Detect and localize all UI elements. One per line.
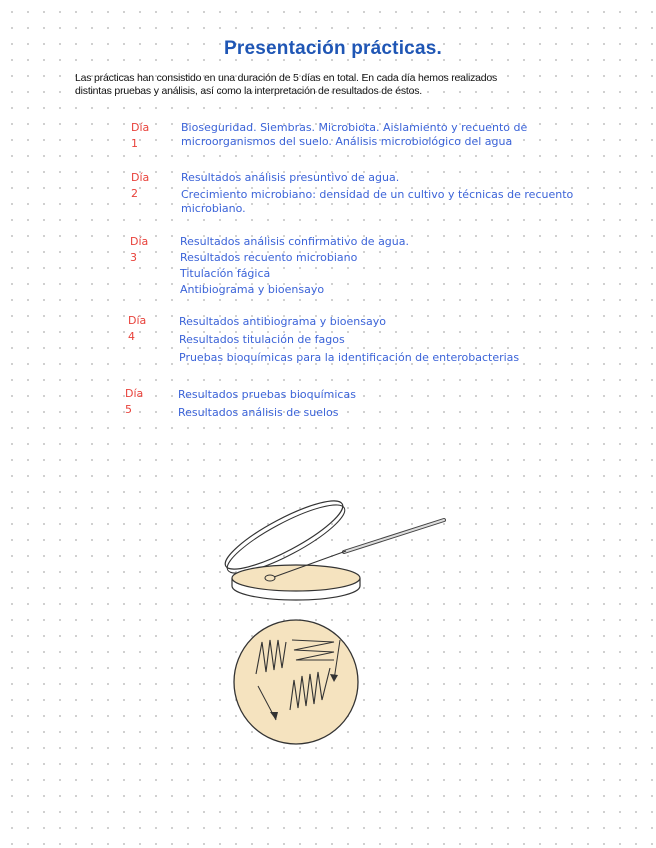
day-activities — [181, 170, 573, 217]
day-activities — [180, 234, 409, 298]
day-label: Día 1 — [131, 121, 150, 150]
activity-line: Resultados análisis presuntivo de agua. — [181, 171, 400, 184]
activity-line: Crecimiento microbiano: densidad de un cultivo y técnicas de recuento — [181, 188, 574, 201]
activity-line: Resultados pruebas bioquímicas — [178, 388, 356, 401]
intro-line: distintas pruebas y análisis, así como la interpretación de resultados de éstos. — [75, 85, 423, 97]
day-label: Día 5 — [125, 387, 144, 416]
day-activities — [181, 120, 527, 150]
activity-line: Resultados titulación de fagos — [179, 333, 345, 346]
activity-line: Resultados análisis confirmativo de agua. — [180, 235, 409, 248]
intro-line: Las prácticas han consistido en una duración de 5 días en total. En cada día hemos realizados — [75, 72, 498, 84]
activity-line: microorganismos del suelo. Análisis microbiológico del agua — [181, 135, 513, 148]
petri-dish-illustration — [222, 490, 462, 750]
page-title: Presentación prácticas. — [224, 38, 442, 59]
streak-plate-icon — [234, 620, 358, 744]
activity-line: Resultados análisis de suelos — [178, 406, 339, 419]
activity-line: Pruebas bioquímicas para la identificación de enterobacterias — [179, 351, 520, 364]
activity-line: Titulación fágica — [180, 267, 271, 280]
intro-paragraph — [75, 72, 575, 98]
day-label: Día 2 — [131, 171, 150, 200]
day-activities — [178, 386, 356, 422]
activity-line: Resultados antibiograma y bioensayo — [179, 315, 386, 328]
activity-line: Antibiograma y bioensayo — [180, 283, 325, 296]
day-label: Día 4 — [128, 314, 147, 343]
activity-line: Bioseguridad. Siembras. Microbiota. Aislamiento y recuento de — [181, 121, 528, 134]
day-activities — [179, 313, 519, 367]
activity-line: Resultados recuento microbiano — [180, 251, 358, 264]
activity-line: microbiano. — [181, 202, 246, 215]
day-label: Día 3 — [130, 235, 149, 264]
petri-dish-icon — [222, 490, 360, 600]
